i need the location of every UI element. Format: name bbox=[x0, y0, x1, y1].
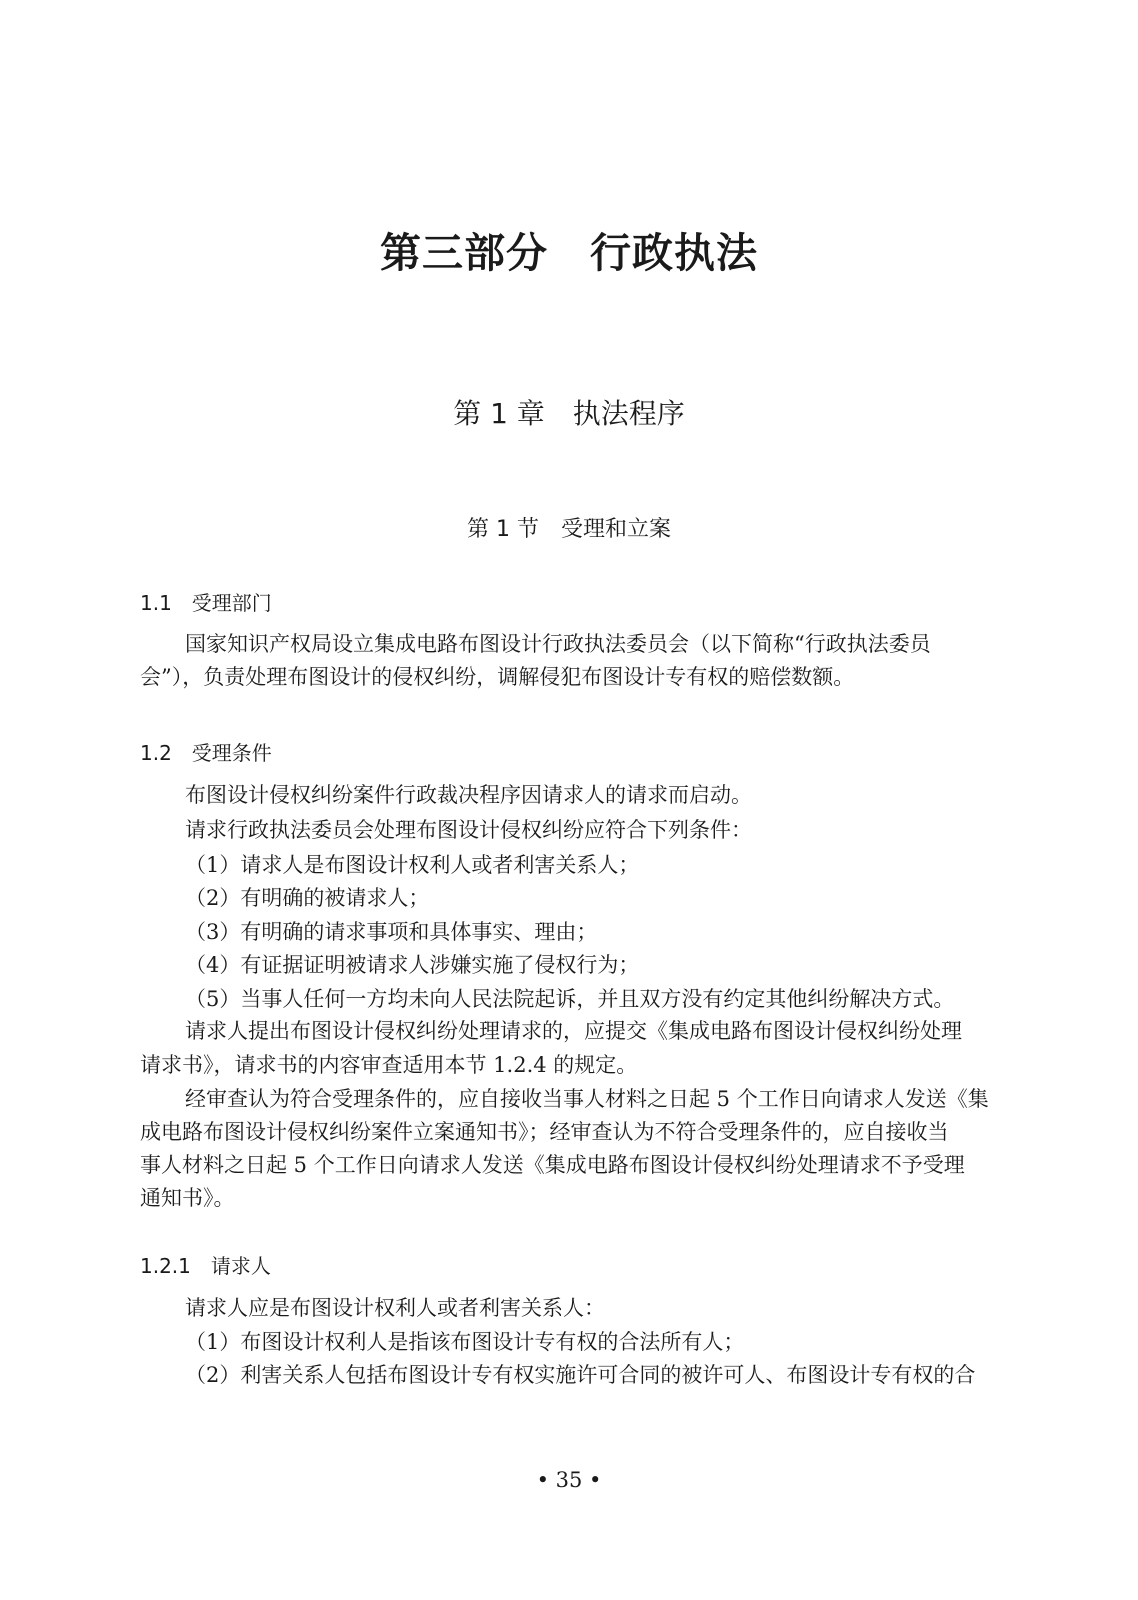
list-item: （4）有证据证明被请求人涉嫌实施了侵权行为； bbox=[185, 953, 640, 977]
list-item: （3）有明确的请求事项和具体事实、理由； bbox=[185, 920, 598, 944]
paragraph-line: 请求人提出布图设计侵权纠纷处理请求的，应提交《集成电路布图设计侵权纠纷处理 bbox=[185, 1019, 962, 1043]
heading-1-2: 1.2 受理条件 bbox=[140, 741, 272, 765]
paragraph-line: 布图设计侵权纠纷案件行政裁决程序因请求人的请求而启动。 bbox=[185, 783, 752, 807]
paragraph-line: 请求人应是布图设计权利人或者利害关系人： bbox=[185, 1296, 605, 1320]
paragraph-line: 会”），负责处理布图设计的侵权纠纷，调解侵犯布图设计专有权的赔偿数额。 bbox=[140, 665, 855, 689]
heading-1-1: 1.1 受理部门 bbox=[140, 591, 272, 615]
part-title: 第三部分 行政执法 bbox=[380, 229, 758, 277]
paragraph-line: 成电路布图设计侵权纠纷案件立案通知书》；经审查认为不符合受理条件的，应自接收当 bbox=[140, 1120, 949, 1144]
paragraph-line: 经审查认为符合受理条件的，应自接收当事人材料之日起 5 个工作日向请求人发送《集 bbox=[185, 1087, 989, 1111]
paragraph-line: 事人材料之日起 5 个工作日向请求人发送《集成电路布图设计侵权纠纷处理请求不予受理 bbox=[140, 1153, 965, 1177]
list-item: （5）当事人任何一方均未向人民法院起诉，并且双方没有约定其他纠纷解决方式。 bbox=[185, 987, 955, 1011]
paragraph-line: 请求行政执法委员会处理布图设计侵权纠纷应符合下列条件： bbox=[185, 818, 752, 842]
list-item: （1）请求人是布图设计权利人或者利害关系人； bbox=[185, 853, 640, 877]
list-item: （1）布图设计权利人是指该布图设计专有权的合法所有人； bbox=[185, 1330, 745, 1354]
list-item: （2）利害关系人包括布图设计专有权实施许可合同的被许可人、布图设计专有权的合 bbox=[185, 1363, 976, 1387]
chapter-title: 第 1 章 执法程序 bbox=[453, 397, 685, 430]
paragraph-line: 通知书》。 bbox=[140, 1186, 235, 1210]
section-title: 第 1 节 受理和立案 bbox=[467, 517, 671, 542]
list-item: （2）有明确的被请求人； bbox=[185, 886, 430, 910]
paragraph-line: 国家知识产权局设立集成电路布图设计行政执法委员会（以下简称“行政执法委员 bbox=[185, 632, 931, 656]
paragraph-line: 请求书》，请求书的内容审查适用本节 1.2.4 的规定。 bbox=[140, 1053, 638, 1077]
heading-1-2-1: 1.2.1 请求人 bbox=[140, 1254, 271, 1278]
page-number: • 35 • bbox=[536, 1468, 602, 1492]
